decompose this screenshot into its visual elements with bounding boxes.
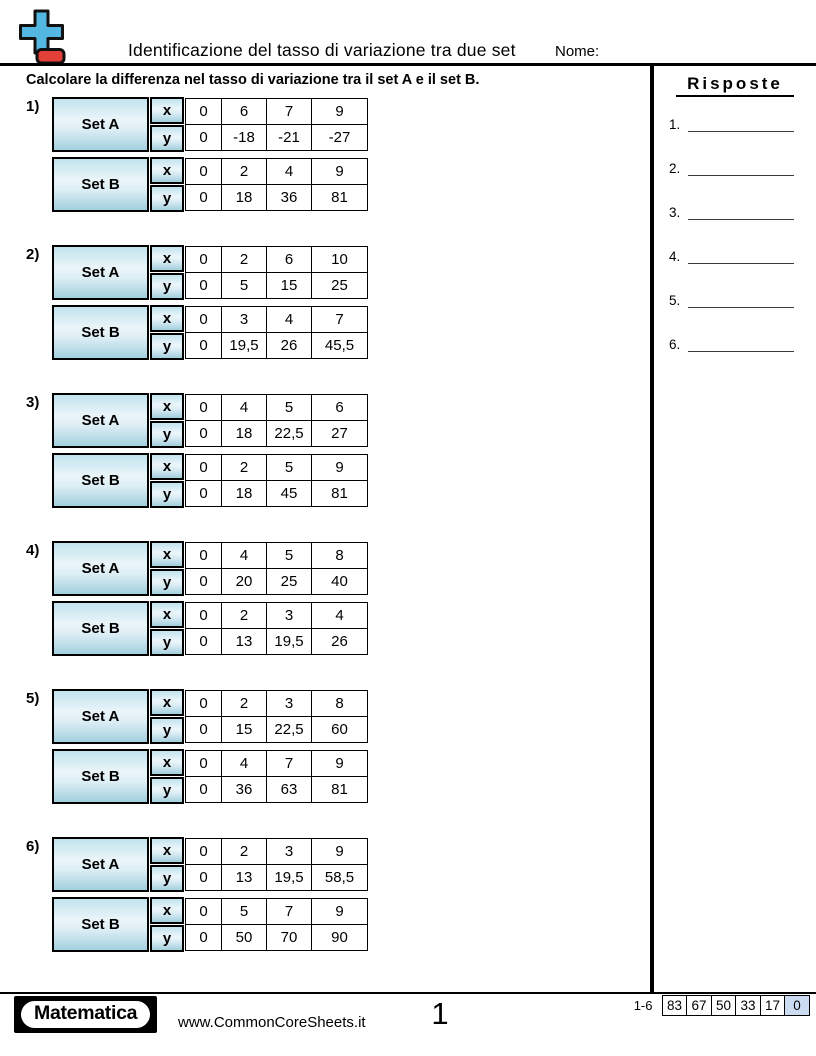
value-cell: 0 xyxy=(185,898,222,925)
x-row-header: x xyxy=(150,453,184,480)
value-cell: 25 xyxy=(311,272,368,299)
value-cell: 0 xyxy=(185,690,222,717)
value-cell: 19,5 xyxy=(221,332,267,359)
brand-label: Matematica xyxy=(21,1001,150,1028)
value-cell: 2 xyxy=(221,690,267,717)
xy-header-column xyxy=(150,837,184,892)
value-cell: 36 xyxy=(266,184,312,211)
y-row-header: y xyxy=(150,777,184,804)
score-cell: 50 xyxy=(711,995,737,1016)
page-title: Identificazione del tasso di variazione tra due set xyxy=(128,40,516,60)
xy-header-column xyxy=(150,245,184,300)
value-cell: 81 xyxy=(311,480,368,507)
problem-number: 4) xyxy=(26,542,40,559)
value-cell: 4 xyxy=(266,306,312,333)
value-cell: 58,5 xyxy=(311,864,368,891)
value-grid xyxy=(185,837,368,891)
xy-header-column xyxy=(150,393,184,448)
y-values-row xyxy=(185,124,368,151)
value-grid xyxy=(185,245,368,299)
value-cell: 70 xyxy=(266,924,312,951)
value-cell: 7 xyxy=(266,750,312,777)
problem-tables xyxy=(52,837,368,952)
value-cell: 0 xyxy=(185,750,222,777)
value-cell: 0 xyxy=(185,332,222,359)
value-cell: 0 xyxy=(185,924,222,951)
x-row-header: x xyxy=(150,689,184,716)
y-row-header: y xyxy=(150,717,184,744)
value-cell: 4 xyxy=(266,158,312,185)
problem xyxy=(26,541,650,656)
x-values-row xyxy=(185,898,368,925)
value-cell: 7 xyxy=(311,306,368,333)
value-cell: 4 xyxy=(221,750,267,777)
set-label: Set A xyxy=(52,541,149,596)
value-cell: 81 xyxy=(311,184,368,211)
y-row-header: y xyxy=(150,125,184,152)
value-cell: 3 xyxy=(266,602,312,629)
value-cell: 0 xyxy=(185,628,222,655)
xy-header-column xyxy=(150,97,184,152)
answer-number: 2. xyxy=(669,160,681,176)
value-cell: 45,5 xyxy=(311,332,368,359)
value-cell: 26 xyxy=(311,628,368,655)
score-strip xyxy=(634,995,810,1016)
value-cell: 10 xyxy=(311,246,368,273)
x-row-header: x xyxy=(150,541,184,568)
y-row-header: y xyxy=(150,481,184,508)
website-link[interactable]: www.CommonCoreSheets.it xyxy=(178,1014,366,1031)
value-cell: 0 xyxy=(185,246,222,273)
answer-blank-line[interactable] xyxy=(688,162,794,176)
y-values-row xyxy=(185,480,368,507)
value-cell: 0 xyxy=(185,568,222,595)
value-cell: 2 xyxy=(221,158,267,185)
answer-number: 5. xyxy=(669,292,681,308)
value-cell: 0 xyxy=(185,864,222,891)
value-grid xyxy=(185,305,368,359)
xy-header-column xyxy=(150,305,184,360)
value-cell: 3 xyxy=(266,838,312,865)
value-cell: 13 xyxy=(221,864,267,891)
score-cell: 0 xyxy=(784,995,810,1016)
value-cell: 4 xyxy=(311,602,368,629)
value-cell: 4 xyxy=(221,394,267,421)
value-cell: 0 xyxy=(185,420,222,447)
value-cell: 19,5 xyxy=(266,628,312,655)
answer-number: 6. xyxy=(669,336,681,352)
value-cell: 0 xyxy=(185,716,222,743)
value-cell: 18 xyxy=(221,480,267,507)
y-values-row xyxy=(185,568,368,595)
x-values-row xyxy=(185,542,368,569)
problem-tables xyxy=(52,97,368,212)
xy-header-column xyxy=(150,453,184,508)
set-label: Set B xyxy=(52,601,149,656)
x-row-header: x xyxy=(150,305,184,332)
y-values-row xyxy=(185,332,368,359)
x-row-header: x xyxy=(150,837,184,864)
value-cell: 5 xyxy=(221,272,267,299)
answer-blank-line[interactable] xyxy=(688,206,794,220)
score-cell: 33 xyxy=(735,995,761,1016)
value-cell: 9 xyxy=(311,898,368,925)
y-row-header: y xyxy=(150,865,184,892)
value-grid xyxy=(185,749,368,803)
name-label: Nome: xyxy=(555,43,600,60)
y-row-header: y xyxy=(150,925,184,952)
value-cell: 0 xyxy=(185,306,222,333)
value-cell: 45 xyxy=(266,480,312,507)
value-grid xyxy=(185,601,368,655)
set-table xyxy=(52,837,368,892)
set-label: Set B xyxy=(52,453,149,508)
value-cell: 9 xyxy=(311,98,368,125)
problem-number: 1) xyxy=(26,98,40,115)
set-table xyxy=(52,393,368,448)
value-cell: 9 xyxy=(311,158,368,185)
y-values-row xyxy=(185,272,368,299)
answer-number: 1. xyxy=(669,116,681,132)
answer-number: 3. xyxy=(669,204,681,220)
score-cell: 83 xyxy=(662,995,688,1016)
set-table xyxy=(52,97,368,152)
value-grid xyxy=(185,897,368,951)
value-cell: 2 xyxy=(221,838,267,865)
answer-item xyxy=(654,176,816,220)
value-cell: 0 xyxy=(185,124,222,151)
y-row-header: y xyxy=(150,273,184,300)
y-values-row xyxy=(185,628,368,655)
y-row-header: y xyxy=(150,629,184,656)
value-cell: -21 xyxy=(266,124,312,151)
set-table xyxy=(52,897,368,952)
xy-header-column xyxy=(150,689,184,744)
value-cell: 5 xyxy=(221,898,267,925)
problem xyxy=(26,245,650,360)
set-label: Set B xyxy=(52,157,149,212)
xy-header-column xyxy=(150,897,184,952)
score-cell: 17 xyxy=(760,995,786,1016)
value-grid xyxy=(185,97,368,151)
y-row-header: y xyxy=(150,333,184,360)
set-table xyxy=(52,601,368,656)
value-cell: 0 xyxy=(185,454,222,481)
value-cell: 6 xyxy=(266,246,312,273)
set-label: Set B xyxy=(52,749,149,804)
value-cell: 5 xyxy=(266,542,312,569)
instruction-text: Calcolare la differenza nel tasso di variazione tra il set A e il set B. xyxy=(26,72,480,88)
value-cell: 27 xyxy=(311,420,368,447)
x-row-header: x xyxy=(150,245,184,272)
x-row-header: x xyxy=(150,97,184,124)
value-grid xyxy=(185,393,368,447)
set-table xyxy=(52,689,368,744)
value-cell: 5 xyxy=(266,454,312,481)
answer-item xyxy=(654,132,816,176)
value-cell: -27 xyxy=(311,124,368,151)
value-cell: 6 xyxy=(311,394,368,421)
content-area xyxy=(0,66,816,992)
value-grid xyxy=(185,453,368,507)
score-range-label: 1-6 xyxy=(633,998,653,1013)
value-cell: 9 xyxy=(311,454,368,481)
y-row-header: y xyxy=(150,569,184,596)
value-cell: -18 xyxy=(221,124,267,151)
value-cell: 0 xyxy=(185,272,222,299)
value-cell: 63 xyxy=(266,776,312,803)
value-cell: 90 xyxy=(311,924,368,951)
value-cell: 2 xyxy=(221,246,267,273)
answers-list xyxy=(654,88,816,352)
problem xyxy=(26,689,650,804)
set-label: Set A xyxy=(52,97,149,152)
x-values-row xyxy=(185,158,368,185)
problem-number: 2) xyxy=(26,246,40,263)
answer-item xyxy=(654,88,816,132)
value-cell: 9 xyxy=(311,838,368,865)
set-table xyxy=(52,453,368,508)
value-cell: 2 xyxy=(221,602,267,629)
answer-blank-line[interactable] xyxy=(688,118,794,132)
value-cell: 0 xyxy=(185,542,222,569)
value-cell: 4 xyxy=(221,542,267,569)
value-cell: 8 xyxy=(311,542,368,569)
x-values-row xyxy=(185,454,368,481)
set-table xyxy=(52,749,368,804)
y-values-row xyxy=(185,776,368,803)
value-cell: 50 xyxy=(221,924,267,951)
answer-blank-line[interactable] xyxy=(688,338,794,352)
x-row-header: x xyxy=(150,393,184,420)
value-cell: 2 xyxy=(221,454,267,481)
x-row-header: x xyxy=(150,749,184,776)
answer-item xyxy=(654,308,816,352)
value-cell: 5 xyxy=(266,394,312,421)
y-values-row xyxy=(185,716,368,743)
problem-number: 6) xyxy=(26,838,40,855)
value-cell: 8 xyxy=(311,690,368,717)
value-cell: 18 xyxy=(221,420,267,447)
score-cell: 67 xyxy=(686,995,712,1016)
y-values-row xyxy=(185,420,368,447)
set-label: Set A xyxy=(52,689,149,744)
y-values-row xyxy=(185,924,368,951)
value-cell: 40 xyxy=(311,568,368,595)
x-row-header: x xyxy=(150,157,184,184)
answers-title: Risposte xyxy=(676,74,794,97)
x-row-header: x xyxy=(150,897,184,924)
answer-number: 4. xyxy=(669,248,681,264)
value-cell: 18 xyxy=(221,184,267,211)
x-values-row xyxy=(185,98,368,125)
answer-item xyxy=(654,264,816,308)
plus-minus-icon xyxy=(18,8,66,71)
value-cell: 7 xyxy=(266,98,312,125)
problem-tables xyxy=(52,393,368,508)
value-cell: 0 xyxy=(185,158,222,185)
x-values-row xyxy=(185,306,368,333)
set-label: Set A xyxy=(52,393,149,448)
value-grid xyxy=(185,157,368,211)
value-cell: 15 xyxy=(266,272,312,299)
value-cell: 25 xyxy=(266,568,312,595)
xy-header-column xyxy=(150,601,184,656)
x-row-header: x xyxy=(150,601,184,628)
value-cell: 6 xyxy=(221,98,267,125)
xy-header-column xyxy=(150,157,184,212)
y-row-header: y xyxy=(150,185,184,212)
value-cell: 19,5 xyxy=(266,864,312,891)
set-table xyxy=(52,245,368,300)
problems-list xyxy=(26,97,650,952)
value-cell: 9 xyxy=(311,750,368,777)
value-cell: 0 xyxy=(185,602,222,629)
set-label: Set B xyxy=(52,305,149,360)
value-cell: 7 xyxy=(266,898,312,925)
x-values-row xyxy=(185,602,368,629)
value-cell: 36 xyxy=(221,776,267,803)
set-label: Set A xyxy=(52,837,149,892)
x-values-row xyxy=(185,690,368,717)
value-grid xyxy=(185,689,368,743)
problem-number: 3) xyxy=(26,394,40,411)
y-row-header: y xyxy=(150,421,184,448)
value-cell: 13 xyxy=(221,628,267,655)
value-cell: 3 xyxy=(221,306,267,333)
value-cell: 0 xyxy=(185,98,222,125)
value-cell: 22,5 xyxy=(266,420,312,447)
set-table xyxy=(52,305,368,360)
value-cell: 22,5 xyxy=(266,716,312,743)
set-label: Set B xyxy=(52,897,149,952)
x-values-row xyxy=(185,394,368,421)
problem-tables xyxy=(52,689,368,804)
value-cell: 81 xyxy=(311,776,368,803)
answer-blank-line[interactable] xyxy=(688,250,794,264)
set-table xyxy=(52,541,368,596)
value-cell: 26 xyxy=(266,332,312,359)
problem xyxy=(26,837,650,952)
problems-column xyxy=(0,66,650,992)
value-cell: 0 xyxy=(185,776,222,803)
problem-tables xyxy=(52,245,368,360)
x-values-row xyxy=(185,246,368,273)
problem-tables xyxy=(52,541,368,656)
y-values-row xyxy=(185,864,368,891)
value-cell: 60 xyxy=(311,716,368,743)
answer-item xyxy=(654,220,816,264)
answers-column xyxy=(654,66,816,992)
page-number: 1 xyxy=(431,996,449,1031)
value-cell: 3 xyxy=(266,690,312,717)
problem xyxy=(26,97,650,212)
answer-blank-line[interactable] xyxy=(688,294,794,308)
xy-header-column xyxy=(150,749,184,804)
x-values-row xyxy=(185,750,368,777)
problem-number: 5) xyxy=(26,690,40,707)
footer-rule xyxy=(0,992,816,994)
value-cell: 0 xyxy=(185,184,222,211)
value-cell: 15 xyxy=(221,716,267,743)
value-grid xyxy=(185,541,368,595)
y-values-row xyxy=(185,184,368,211)
value-cell: 0 xyxy=(185,838,222,865)
value-cell: 0 xyxy=(185,480,222,507)
problem xyxy=(26,393,650,508)
value-cell: 20 xyxy=(221,568,267,595)
set-label: Set A xyxy=(52,245,149,300)
value-cell: 0 xyxy=(185,394,222,421)
set-table xyxy=(52,157,368,212)
xy-header-column xyxy=(150,541,184,596)
x-values-row xyxy=(185,838,368,865)
